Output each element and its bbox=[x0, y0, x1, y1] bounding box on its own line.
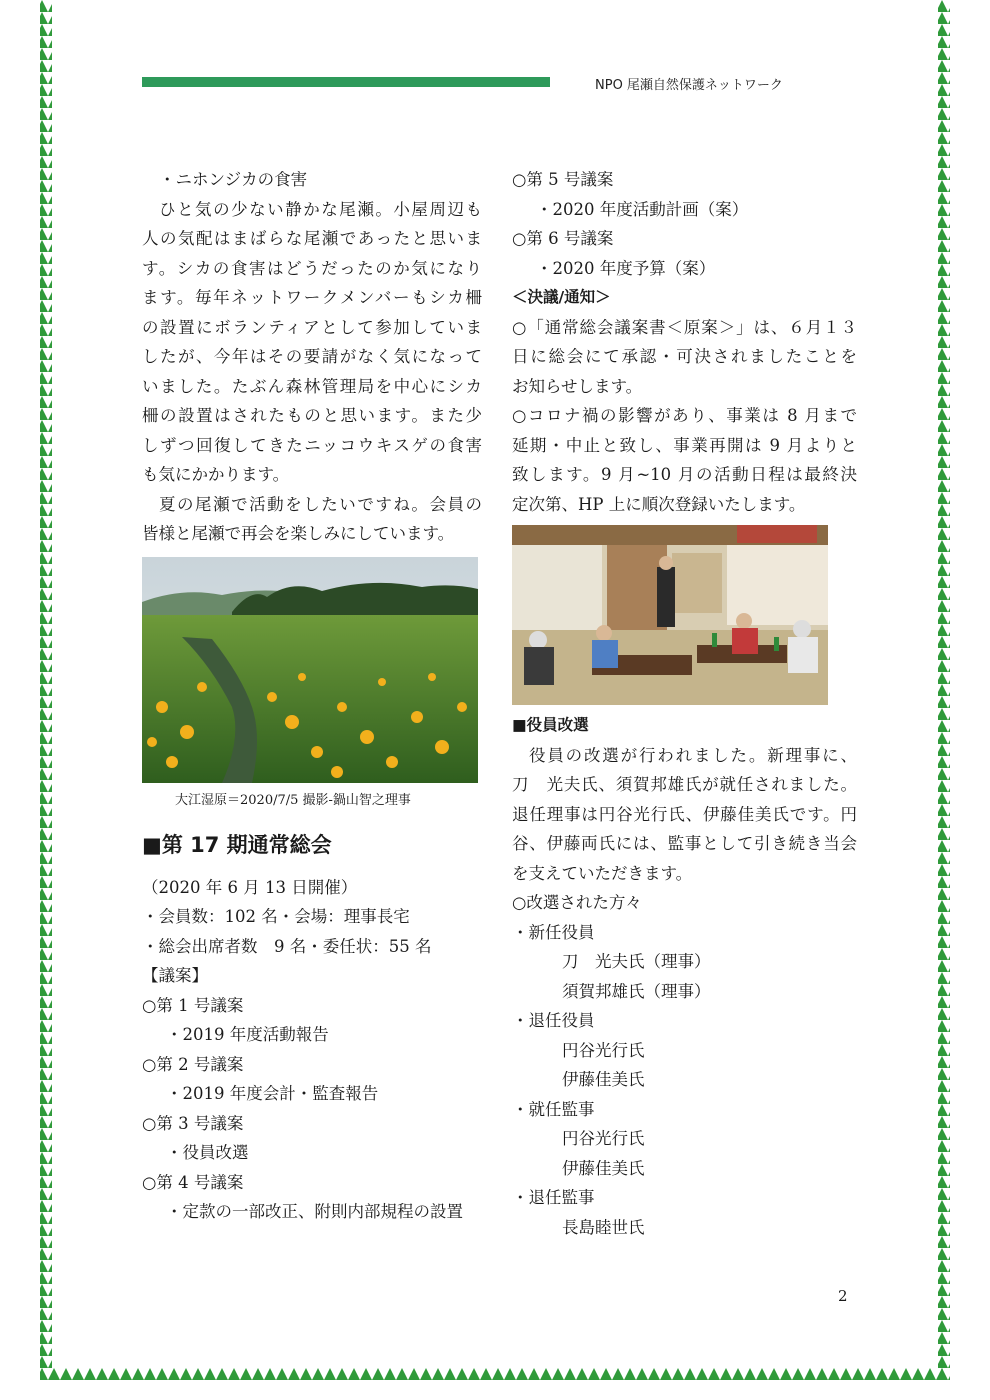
agenda-item: ・役員改選 bbox=[166, 1143, 249, 1162]
new-auditors-label: ・就任監事 bbox=[512, 1099, 595, 1119]
elected-label: ○改選された方々 bbox=[512, 893, 642, 912]
new-officer: 刀 光夫氏（理事） bbox=[562, 952, 711, 971]
agenda-number: ○第 2 号議案 bbox=[142, 1054, 244, 1074]
deer-line: ます。毎年ネットワークメンバーもシカ柵 bbox=[142, 288, 482, 307]
summer-line: 皆様と尾瀬で再会を楽しみにしています。 bbox=[142, 524, 455, 543]
officers-line: 刀 光夫氏、須賀邦雄氏が就任されました。 bbox=[512, 775, 857, 794]
meeting-date: （2020 年 6 月 13 日開催） bbox=[142, 877, 358, 897]
deer-line: の設置にボランティアとして参加していま bbox=[142, 317, 482, 337]
deer-line: しずつ回復してきたニッコウキスゲの食害 bbox=[142, 435, 482, 455]
deer-heading: ・ニホンジカの食害 bbox=[159, 170, 308, 189]
officers-line: 退任理事は円谷光行氏、伊藤佳美氏です。円 bbox=[512, 804, 857, 824]
agenda-label: 【議案】 bbox=[142, 966, 208, 985]
meeting-photo bbox=[512, 525, 828, 705]
agenda-number: ○第 3 号議案 bbox=[142, 1113, 244, 1133]
resolution-line: ○「通常総会議案書＜原案＞」は、６月１３ bbox=[512, 317, 857, 337]
retired-officer: 円谷光行氏 bbox=[562, 1040, 645, 1060]
agenda-number: ○第 6 号議案 bbox=[512, 229, 614, 248]
header-org-name: NPO 尾瀬自然保護ネットワーク bbox=[595, 78, 783, 93]
agenda-number: ○第 5 号議案 bbox=[512, 170, 614, 189]
agenda-item: ・2019 年度会計・監査報告 bbox=[166, 1084, 379, 1103]
meeting-info: ・総会出席者数 9 名・委任状：55 名 bbox=[142, 936, 432, 956]
officers-heading: ■役員改選 bbox=[512, 716, 589, 734]
agenda-item: ・2020 年度予算（案） bbox=[536, 258, 716, 278]
deer-line: も気にかかります。 bbox=[142, 465, 290, 484]
new-auditor: 伊藤佳美氏 bbox=[562, 1158, 645, 1178]
agenda-item: ・2019 年度活動報告 bbox=[166, 1025, 329, 1044]
covid-line: 延期・中止と致し、事業再開は 9 月よりと bbox=[512, 435, 857, 455]
photo-caption: 大江湿原＝2020/7/5 撮影-鍋山智之理事 bbox=[175, 792, 411, 808]
officers-line: を支えていただきます。 bbox=[512, 863, 693, 883]
left-column bbox=[142, 165, 482, 1227]
resolution-line: お知らせします。 bbox=[512, 376, 643, 396]
deer-line: ひと気の少ない静かな尾瀬。小屋周辺も bbox=[159, 199, 482, 219]
meeting-title: ■第 17 期通常総会 bbox=[142, 832, 332, 857]
resolution-line: 日に総会にて承認・可決されましたことを bbox=[512, 347, 857, 366]
meeting-info: ・会員数：102 名・会場：理事長宅 bbox=[142, 907, 410, 926]
new-officer: 須賀邦雄氏（理事） bbox=[562, 981, 711, 1001]
retired-officers-label: ・退任役員 bbox=[512, 1011, 595, 1030]
agenda-item: ・2020 年度活動計画（案） bbox=[536, 199, 749, 219]
oe-marsh-photo bbox=[142, 557, 478, 783]
agenda-number: ○第 4 号議案 bbox=[142, 1172, 244, 1192]
deer-line: したが、今年はその要請がなく気になって bbox=[142, 347, 482, 366]
summer-line: 夏の尾瀬で活動をしたいですね。会員の bbox=[159, 494, 482, 514]
header-accent-bar bbox=[142, 77, 550, 87]
deer-line: す。シカの食害はどうだったのか気になり bbox=[142, 258, 482, 278]
covid-line: ○コロナ禍の影響があり、事業は 8 月まで bbox=[512, 406, 857, 425]
covid-line: 致します。9 月~10 月の活動日程は最終決 bbox=[512, 465, 857, 484]
retired-auditors-label: ・退任監事 bbox=[512, 1188, 595, 1207]
new-auditor: 円谷光行氏 bbox=[562, 1129, 645, 1148]
deer-line: 柵の設置はされたものと思います。また少 bbox=[142, 406, 482, 425]
retired-auditor: 長島睦世氏 bbox=[562, 1217, 645, 1237]
agenda-item: ・定款の一部改正、附則内部規程の設置 bbox=[166, 1202, 463, 1221]
retired-officer: 伊藤佳美氏 bbox=[562, 1070, 645, 1089]
resolution-heading: ＜決議/通知＞ bbox=[512, 288, 611, 306]
officers-line: 役員の改選が行われました。新理事に、 bbox=[529, 745, 857, 765]
page-number: 2 bbox=[838, 1287, 848, 1305]
officers-line: 谷、伊藤両氏には、監事として引き続き当会 bbox=[512, 834, 857, 853]
agenda-number: ○第 1 号議案 bbox=[142, 995, 244, 1015]
right-column bbox=[512, 165, 857, 1242]
deer-line: 人の気配はまばらな尾瀬であったと思いま bbox=[142, 229, 482, 248]
new-officers-label: ・新任役員 bbox=[512, 922, 595, 942]
deer-line: いました。たぶん森林管理局を中心にシカ bbox=[142, 376, 482, 396]
covid-line: 定次第、HP 上に順次登録いたします。 bbox=[512, 494, 806, 514]
